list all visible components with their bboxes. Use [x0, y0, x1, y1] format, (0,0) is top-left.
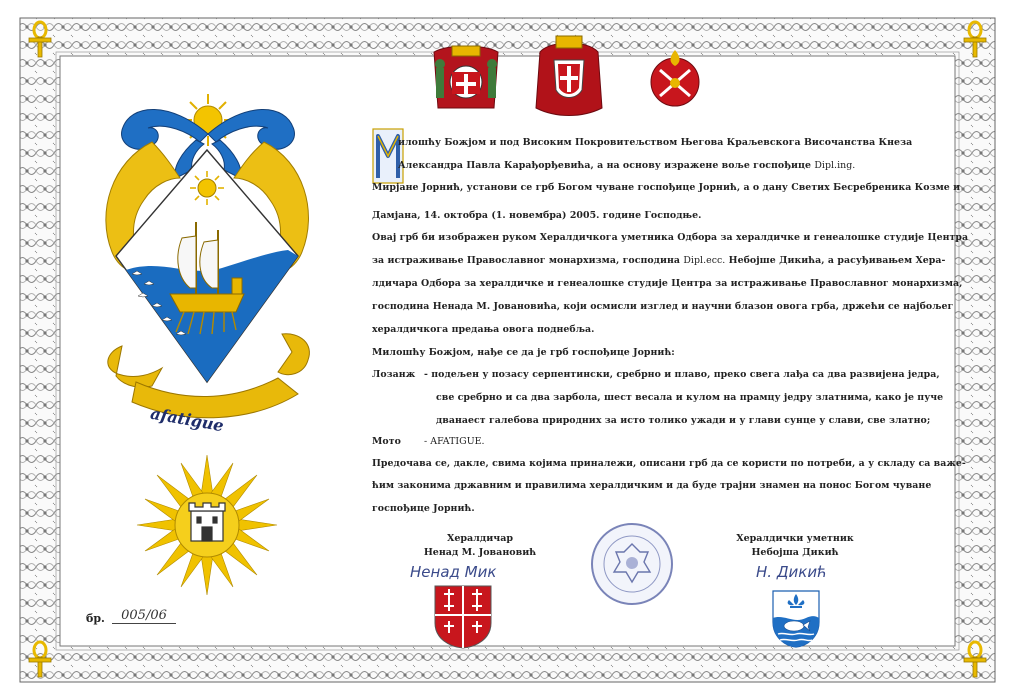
text-line: Предочава се, дакле, свима којима приналежи, описани грб да се користи по потреби, а у складу са важе-	[372, 458, 966, 469]
left-signer-name: Ненад М. Јовановић	[423, 547, 537, 558]
tower-icon	[189, 503, 225, 541]
blazon-label: Лозанж	[372, 369, 416, 380]
supporter-left-icon	[435, 59, 445, 98]
text-line: за истраживање Православног монархизма, господина Dipl.ecc. Небојше Дикића, а расуђивањем Хера-	[372, 255, 946, 266]
text-line: господина Ненада М. Јовановића, који осмисли изглед и научни блазон овога грба, држећи се најбољег	[372, 301, 954, 312]
ribbon-motto: afatigue	[148, 403, 226, 436]
order-emblem	[640, 46, 710, 112]
royal-coat-of-arms	[428, 40, 504, 116]
number-label: бр.	[86, 612, 105, 625]
right-signer-title: Хералдички уметник	[736, 533, 854, 544]
dipl-ing: Dipl.ing.	[814, 160, 856, 171]
royal-mantle-emblem	[532, 34, 606, 120]
official-seal	[590, 522, 674, 606]
blazon-line: - подељен у позасу серпентински, сребрно и плаво, преко свега лађа са два развијена једра,	[424, 369, 940, 380]
blazon-line: дванаест галебова природних за исто толико ужади и у глави сунце у слави, све златно;	[436, 415, 931, 426]
text-line: Милошћу Божјом, нађе се да је грб госпођице Јорнић:	[372, 347, 675, 358]
coat-of-arms	[92, 82, 322, 442]
text-line: лдичара Одбора за хералдичке и генеалошке студије Центра за истраживање Православног монархизма,	[372, 278, 963, 289]
motto-label: Мото	[372, 436, 401, 447]
shield-sun-icon	[190, 171, 224, 205]
motto-text: - AFATIGUE.	[424, 436, 485, 447]
right-signer-shield	[772, 590, 820, 648]
right-signature: Н. Дикић	[756, 563, 827, 581]
left-signer-shield	[434, 585, 492, 649]
text-line: Дамјана, 14. октобра (1. новембра) 2005. године Господње.	[372, 210, 702, 221]
blazon-line: све сребрно и са два зарбола, шест весала и кулом на прамцу једру златнима, како је пуче	[436, 392, 944, 403]
right-signer-name: Небојша Дикић	[751, 547, 839, 558]
text-line: ћим законима државним и правилима хералдичким и да буде трајни знамен на понос Богом чуване	[372, 480, 932, 491]
left-signer-title: Хералдичар	[446, 533, 514, 544]
text-line: Александра Павла Карађорђевића, а на основу изражене воље госпођице Dipl.ing.	[398, 160, 856, 171]
supporter-right-icon	[487, 59, 497, 98]
text-line: илошћу Божјом и под Високим Покровитељством Његова Краљевскога Височанства Кнеза	[398, 137, 913, 148]
sun-tower-emblem	[132, 450, 282, 600]
text-line: хералдичкога предања овога поднебља.	[372, 324, 595, 335]
dipl-ecc: Dipl.ecc.	[683, 255, 726, 266]
text-line: госпођице Јорнић.	[372, 503, 475, 514]
document-number: 005/06	[112, 608, 176, 624]
left-signature: Ненад Мик	[410, 563, 497, 581]
text-line: Мирјане Јорнић, установи се грб Богом чуване госпођице Јорнић, а о дану Светих Бесребреника Козме и	[372, 182, 961, 193]
text-line: Овај грб би изображен руком Хералдичкога уметника Одбора за хералдичке и генеалошке студије Центра	[372, 232, 969, 243]
